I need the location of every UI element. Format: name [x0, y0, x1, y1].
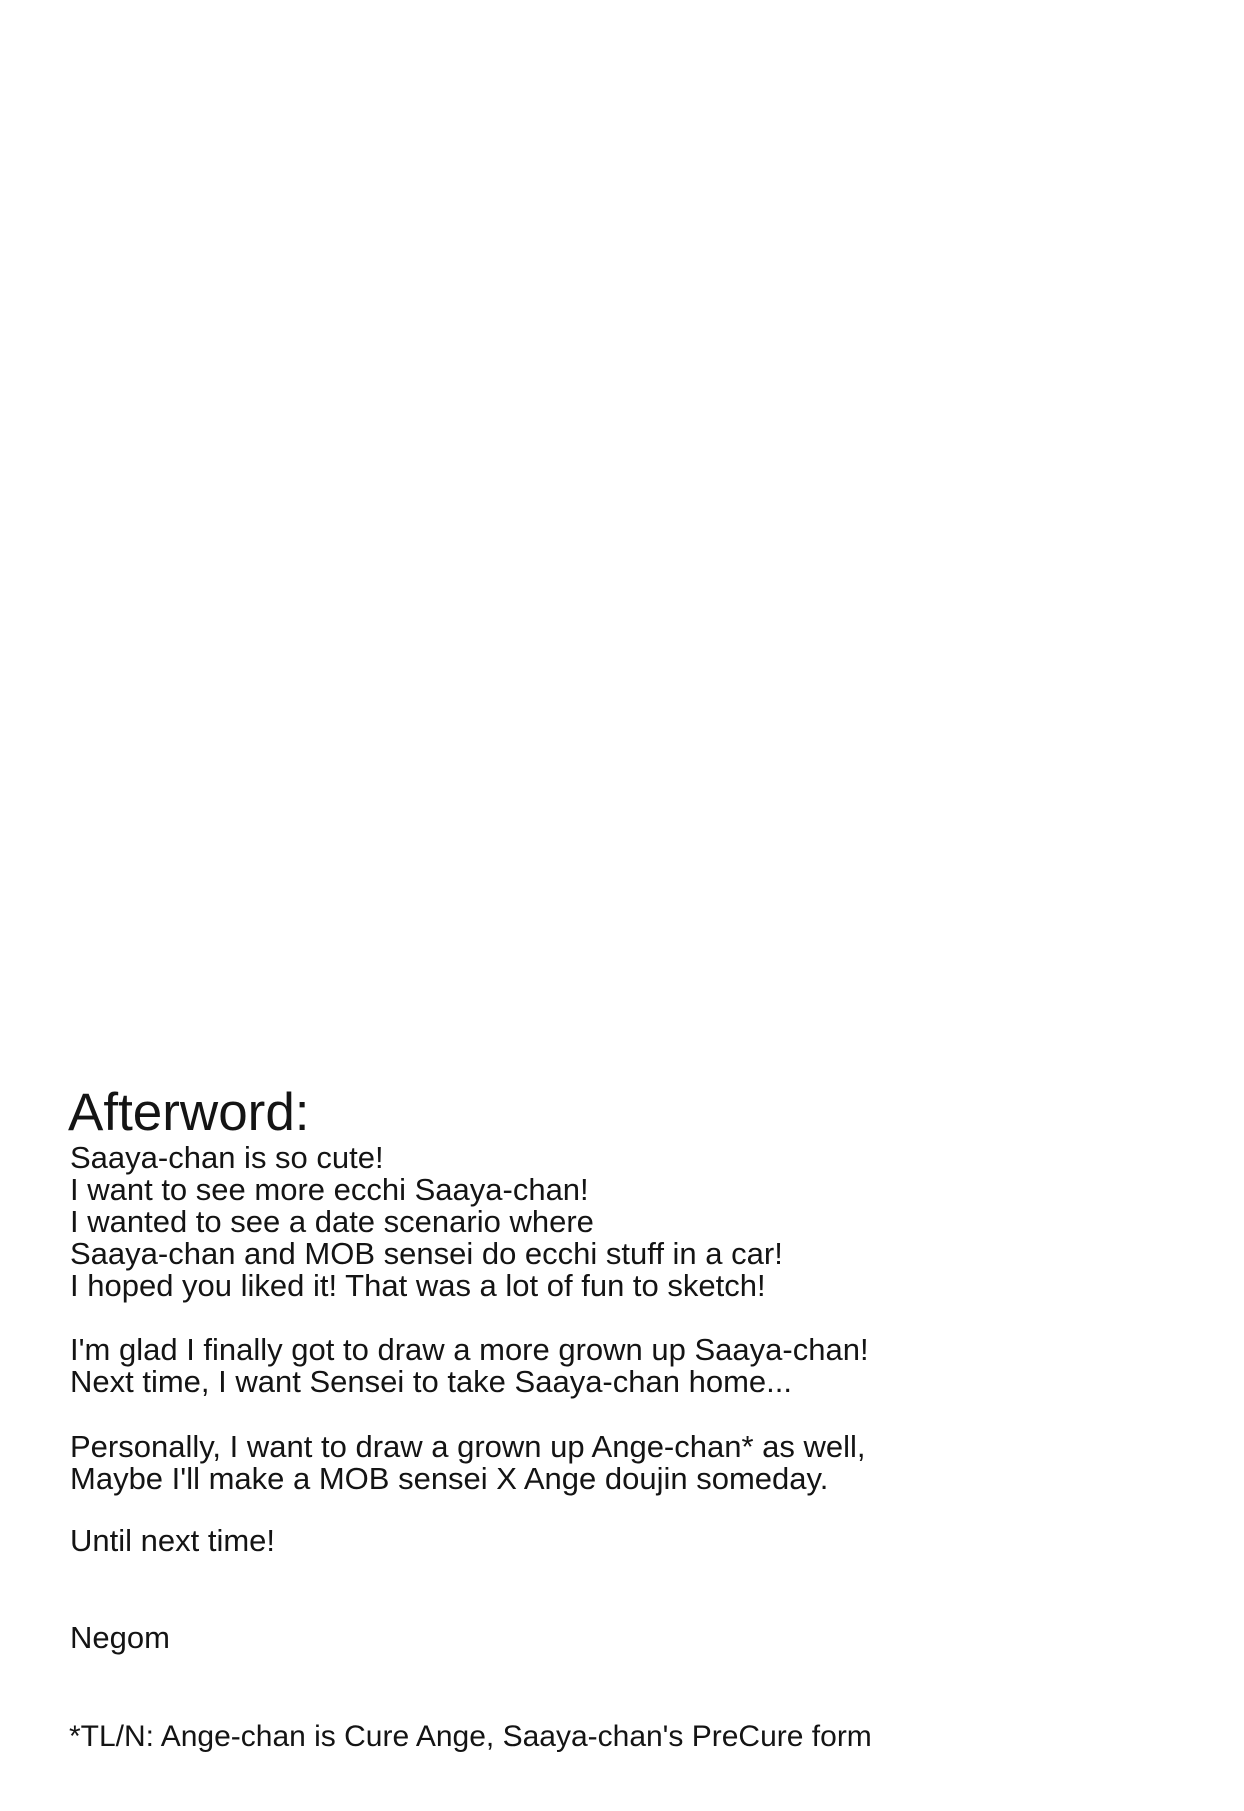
afterword-paragraph-glad [70, 1334, 869, 1398]
afterword-line: Negom [70, 1620, 170, 1655]
afterword-line: Saaya-chan and MOB sensei do ecchi stuff in a car! [70, 1236, 783, 1271]
afterword-line: I wanted to see a date scenario where [70, 1204, 594, 1239]
afterword-line: Maybe I'll make a MOB sensei X Ange doujin someday. [70, 1461, 829, 1496]
afterword-paragraph-personally [70, 1431, 869, 1495]
afterword-line: I want to see more ecchi Saaya-chan! [70, 1172, 589, 1207]
afterword-line: I hoped you liked it! That was a lot of fun to sketch! [70, 1268, 766, 1303]
afterword-paragraph-farewell [70, 1525, 869, 1557]
author-signature [70, 1622, 869, 1654]
translator-note: *TL/N: Ange-chan is Cure Ange, Saaya-chan's PreCure form [69, 1720, 872, 1753]
afterword-line: Saaya-chan is so cute! [70, 1140, 384, 1175]
afterword-line: I'm glad I finally got to draw a more grown up Saaya-chan! [70, 1332, 869, 1367]
afterword-paragraph-intro [70, 1142, 869, 1302]
afterword-heading: Afterword: [68, 1083, 310, 1142]
afterword-line: Personally, I want to draw a grown up Ange-chan* as well, [70, 1429, 866, 1464]
afterword-line: Until next time! [70, 1523, 276, 1558]
afterword-body [70, 1142, 869, 1654]
afterword-line: Next time, I want Sensei to take Saaya-chan home... [70, 1364, 792, 1399]
